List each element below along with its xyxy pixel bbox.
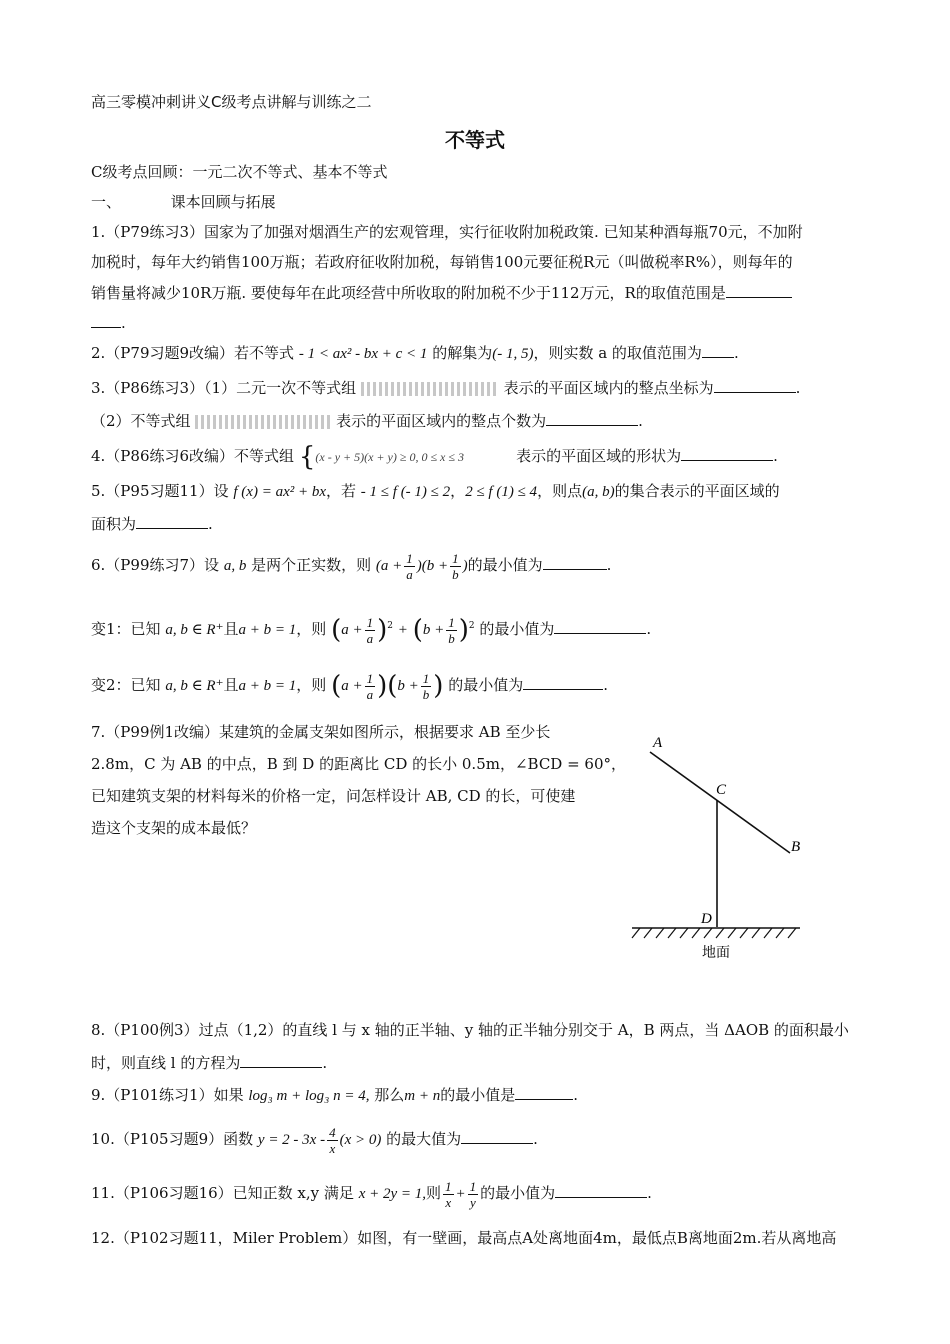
q5-point: (a, b) [582, 484, 615, 500]
v1-text: 的最小值为 [479, 620, 555, 638]
page-title: 不等式 [445, 128, 505, 152]
answer-blank[interactable] [726, 282, 792, 298]
q3-text: 表示的平面区域内的整点坐标为 [503, 379, 714, 397]
plus-sign: + [455, 1186, 466, 1202]
q9-log-equation: log₃ m + log₃ n = 4, [248, 1088, 370, 1104]
numerator: 4 [329, 1124, 336, 1140]
q2-solution-set: (- 1, 5) [492, 346, 534, 362]
q5-line-2 [91, 513, 213, 534]
q11-condition: x + 2y = 1, [358, 1186, 426, 1202]
q6-line [91, 548, 611, 583]
fraction-1-over-b [446, 615, 457, 646]
period: . [121, 314, 126, 332]
q7-line-1: 7.（P99例1改编）某建筑的金属支架如图所示，根据要求 AB 至少长 [91, 723, 551, 741]
left-paren-icon: ( [331, 671, 342, 701]
exponent: 2 [387, 621, 393, 631]
q8-line-1: 8.（P100例3）过点（1,2）的直线 l 与 x 轴的正半轴、y 轴的正半轴分别交于 A，B 两点，当 ΔAOB 的面积最小 [91, 1021, 849, 1039]
left-paren-icon: ( [387, 671, 398, 701]
denominator: b [448, 630, 455, 646]
q6-text: 6.（P99练习7）设 [91, 556, 220, 574]
v1-a-plus: a + [341, 622, 363, 638]
q11-text: 11.（P106习题16）已知正数 x,y 满足 [91, 1184, 354, 1202]
paren: ) [462, 558, 468, 574]
fraction-1-over-a [404, 551, 415, 582]
denominator: y [470, 1194, 476, 1210]
right-paren-icon: ) [458, 615, 469, 645]
fraction-4-over-x [327, 1125, 338, 1156]
q3-text: （2）不等式组 [91, 412, 191, 430]
v2-condition: a, b ∈ R⁺ [165, 678, 224, 694]
lecture-header: 高三零模冲刺讲义C级考点讲解与训练之二 [91, 93, 372, 111]
section-heading [91, 192, 276, 212]
q11-text: 则 [426, 1184, 442, 1202]
fraction-1-over-a [365, 671, 376, 702]
q7-line-2: 2.8m，C 为 AB 的中点，B 到 D 的距离比 CD 的长小 0.5m，∠BCD = 60°， [91, 755, 627, 773]
variant-1-line [91, 606, 651, 650]
plus-sign: + [397, 622, 408, 638]
period: . [322, 1054, 328, 1072]
support-frame-figure [620, 725, 820, 970]
q5-condition-1: - 1 ≤ f (- 1) ≤ 2 [360, 484, 451, 500]
period: . [533, 1130, 538, 1148]
numerator: 1 [448, 614, 455, 630]
q9-text: 的最小值是 [440, 1086, 516, 1104]
q4-inequality-system: (x - y + 5)(x + y) ≥ 0, 0 ≤ x ≤ 3 [315, 450, 464, 464]
v2-text: 的最小值为 [448, 676, 524, 694]
q9-text: 9.（P101练习1）如果 [91, 1086, 244, 1104]
q10-line [91, 1121, 538, 1158]
answer-blank[interactable] [702, 342, 734, 358]
v2-b-plus: b + [397, 678, 419, 694]
q7-line-4: 造这个支架的成本最低？ [91, 819, 257, 837]
exponent: 2 [468, 621, 475, 631]
denominator: a [406, 566, 413, 582]
label-ground: 地面 [702, 946, 730, 961]
q6-text: 是两个正实数，则 [251, 556, 372, 574]
q2-text: ，则实数 a 的取值范围为 [533, 344, 702, 362]
q3-text: 表示的平面区域内的整点个数为 [336, 412, 547, 430]
answer-blank[interactable] [461, 1128, 533, 1144]
answer-blank[interactable] [714, 377, 796, 393]
q1-line-3 [91, 282, 792, 303]
q2-line [91, 342, 739, 364]
q11-line [91, 1175, 652, 1212]
q1-line-1: 1.（P79练习3）国家为了加强对烟酒生产的宏观管理，实行征收附加税政策. 已知某种酒每瓶70元，不加附 [91, 223, 803, 241]
period: . [795, 379, 801, 397]
denominator: x [445, 1194, 452, 1210]
q5-line-1 [91, 481, 780, 502]
answer-blank[interactable] [546, 410, 638, 426]
fraction-1-over-b [450, 551, 461, 582]
answer-blank[interactable] [240, 1052, 322, 1068]
left-paren-icon: ( [412, 615, 423, 645]
denominator: a [366, 686, 374, 702]
v1-text: 且 [223, 620, 239, 638]
answer-blank[interactable] [523, 674, 603, 690]
answer-blank[interactable] [515, 1084, 573, 1100]
period: . [638, 412, 643, 430]
period: . [606, 556, 612, 574]
period: . [647, 1184, 652, 1202]
fraction-1-over-b [421, 671, 432, 702]
fraction-1-over-y [468, 1179, 479, 1210]
section-label: 课本回顾与拓展 [170, 193, 276, 211]
answer-blank[interactable] [136, 513, 208, 529]
q9-line [91, 1084, 578, 1106]
answer-blank[interactable] [91, 312, 121, 328]
q6-variables: a, b [223, 558, 247, 574]
answer-blank[interactable] [681, 445, 773, 461]
right-paren-icon: ) [377, 671, 388, 701]
q8-text: 时，则直线 l 的方程为 [91, 1054, 241, 1072]
denominator: x [329, 1140, 336, 1156]
period: . [208, 515, 213, 533]
comma: ， [450, 482, 466, 500]
v2-sum: a + b = 1 [238, 678, 297, 694]
v2-text: 且 [223, 676, 239, 694]
period: . [773, 447, 778, 465]
label-a: A [653, 735, 663, 751]
q5-text: 的集合表示的平面区域的 [614, 482, 780, 500]
answer-blank[interactable] [554, 618, 646, 634]
period: . [573, 1086, 579, 1104]
q2-text: 2.（P79习题9改编）若不等式 [91, 344, 295, 362]
q9-text: 那么 [374, 1086, 405, 1104]
q1-line-2: 加税时，每年大约销售100万瓶；若政府征收附加税，每销售100元要征税R元（叫做税率R%），则每年的 [91, 253, 793, 271]
numerator: 1 [445, 1178, 452, 1194]
label-c: C [716, 782, 727, 798]
period: . [603, 676, 609, 694]
inequality-system-image [361, 382, 499, 396]
q5-function: f (x) = ax² + bx [233, 484, 326, 500]
q3-line-1 [91, 377, 800, 398]
ground-hatching [632, 928, 796, 938]
q12-line-1: 12.（P102习题11，Miler Problem）如图，有一壁画，最高点A处离地面4m，最低点B离地面2m.若从离地高 [91, 1229, 837, 1247]
v1-condition: a, b ∈ R⁺ [165, 622, 224, 638]
q4-text: 表示的平面区域的形状为 [516, 447, 682, 465]
label-d: D [701, 911, 712, 927]
q9-sum: m + n [404, 1088, 441, 1104]
q1-text: 销售量将减少10R万瓶. 要使每年在此项经营中所收取的附加税不少于112万元，R的取值范围是 [91, 284, 726, 302]
denominator: b [452, 566, 459, 582]
q11-text: 的最小值为 [480, 1184, 556, 1202]
numerator: 1 [452, 550, 459, 566]
q8-line-2 [91, 1052, 327, 1073]
v2-text: 变2：已知 [91, 676, 161, 694]
q5-text: ，若 [326, 482, 357, 500]
variant-2-line [91, 665, 608, 706]
answer-blank[interactable] [543, 554, 607, 570]
q6-text: 的最小值为 [467, 556, 543, 574]
q2-inequality: - 1 < ax² - bx + c < 1 [298, 346, 428, 362]
q10-text: 10.（P105习题9）函数 [91, 1130, 254, 1148]
inequality-system-image [195, 415, 331, 429]
numerator: 1 [422, 670, 430, 686]
q10-domain: (x > 0) [339, 1132, 382, 1148]
q5-text: 5.（P95习题11）设 [91, 482, 229, 500]
period: . [733, 344, 739, 362]
right-paren-icon: ) [377, 615, 388, 645]
numerator: 1 [406, 550, 413, 566]
q7-line-3: 已知建筑支架的材料每米的价格一定，问怎样设计 AB, CD 的长，可使建 [91, 787, 576, 805]
q1-line-4 [91, 312, 126, 333]
q4-text: 4.（P86练习6改编）不等式组 [91, 447, 295, 465]
label-b: B [791, 839, 801, 855]
numerator: 1 [366, 670, 374, 686]
denominator: a [366, 630, 374, 646]
q10-function: y = 2 - 3x - [257, 1132, 326, 1148]
v2-text: ，则 [296, 676, 327, 694]
q3-text: 3.（P86练习3）（1）二元一次不等式组 [91, 379, 357, 397]
v1-text: ，则 [296, 620, 327, 638]
q6-factor-b: )(b + [416, 558, 449, 574]
q2-text: 的解集为 [432, 344, 493, 362]
numerator: 1 [366, 614, 374, 630]
brace-icon: { [298, 442, 316, 472]
v1-b-plus: b + [422, 622, 445, 638]
v1-sum: a + b = 1 [238, 622, 297, 638]
left-paren-icon: ( [331, 615, 342, 645]
right-paren-icon: ) [433, 671, 444, 701]
q6-factor-a: (a + [375, 558, 403, 574]
q4-line [91, 442, 778, 472]
fraction-1-over-a [365, 615, 376, 646]
numerator: 1 [469, 1178, 477, 1194]
answer-blank[interactable] [555, 1182, 647, 1198]
v1-text: 变1：已知 [91, 620, 161, 638]
fraction-1-over-x [443, 1179, 454, 1210]
q5-text: 面积为 [91, 515, 137, 533]
review-line: C级考点回顾：一元二次不等式、基本不等式 [91, 163, 388, 181]
denominator: b [422, 686, 430, 702]
q5-text: ，则点 [537, 482, 583, 500]
v2-a-plus: a + [341, 678, 363, 694]
beam-ab [650, 752, 790, 853]
q3-line-2 [91, 410, 643, 431]
period: . [646, 620, 652, 638]
q10-text: 的最大值为 [386, 1130, 462, 1148]
q5-condition-2: 2 ≤ f (1) ≤ 4 [465, 484, 538, 500]
section-number: 一、 [91, 193, 122, 211]
